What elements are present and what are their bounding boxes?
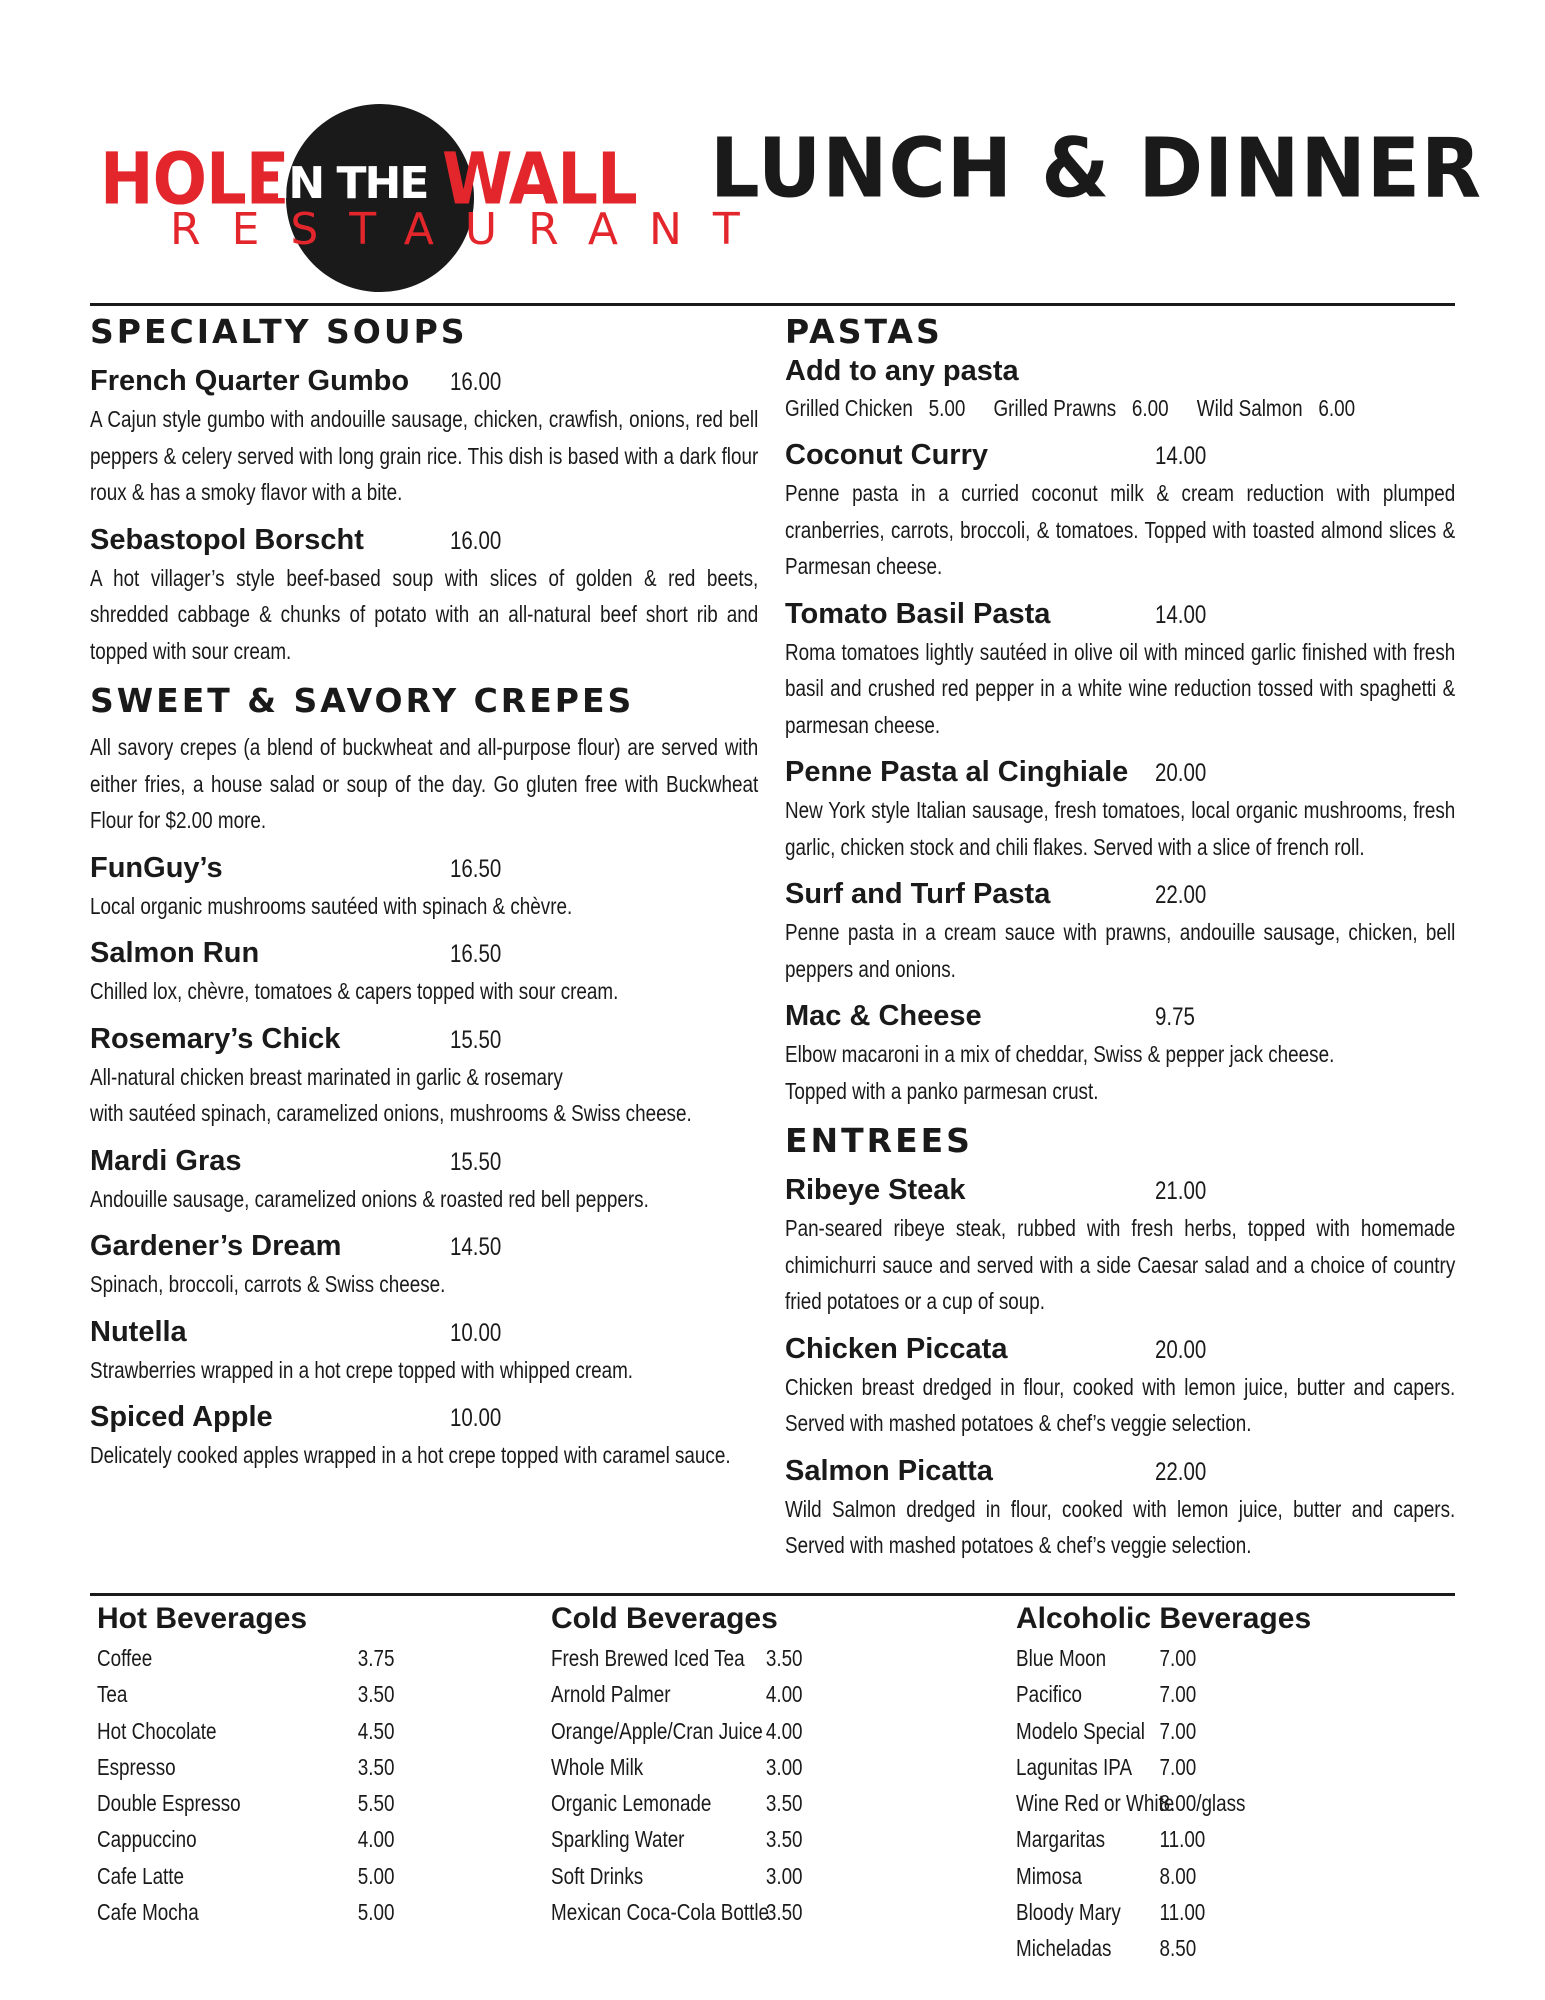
beverage-price: 4.50: [357, 1717, 395, 1744]
menu-item-header: [90, 1398, 758, 1437]
beverage-name: Hot Chocolate: [97, 1717, 217, 1744]
beverage-price: 5.00: [357, 1899, 395, 1926]
beverage-row: [97, 1894, 460, 1930]
beverage-row: [1016, 1858, 1311, 1894]
beverage-name: Margaritas: [1016, 1826, 1106, 1853]
cold-beverages: [551, 1600, 858, 1930]
menu-item: [90, 849, 758, 925]
beverage-row: [97, 1858, 460, 1894]
alcoholic-beverages: [1016, 1600, 1311, 1967]
beverage-name: Sparkling Water: [551, 1826, 685, 1853]
menu-item-description: A hot villager’s style beef-based soup with slices of golden & red beets, shredded cabbage & chunks of potato with an all-natural beef short rib and topped with sour cream.: [90, 564, 759, 664]
beverage-name: Mexican Coca-Cola Bottle: [551, 1899, 770, 1926]
alcoholic-beverages-title: Alcoholic Beverages: [1016, 1602, 1312, 1635]
menu-item-description: Pan-seared ribeye steak, rubbed with fresh herbs, topped with homemade chimichurri sauce and served with a side Caesar salad and a choice of country fried potatoes or a cup of soup.: [785, 1215, 1456, 1314]
menu-item: [90, 521, 758, 670]
beverage-row: [551, 1676, 858, 1712]
beverage-name: Orange/Apple/Cran Juice: [551, 1717, 763, 1744]
beverage-price: 3.50: [765, 1826, 803, 1853]
menu-item-price: 21.00: [1155, 1177, 1207, 1205]
section-title-entrees: ENTREES: [785, 1121, 973, 1160]
beverage-row: [551, 1858, 858, 1894]
beverage-row: [1016, 1676, 1311, 1712]
beverage-price: 8.00: [1159, 1862, 1197, 1889]
beverage-row: [1016, 1821, 1311, 1857]
beverage-price: 4.00: [765, 1681, 803, 1708]
menu-item: [785, 1452, 1455, 1564]
crepes-intro: All savory crepes (a blend of buckwheat and all-purpose flour) are served with either fries, a house salad or soup of the day. Go gluten free with Buckwheat Flour for $2.00 more.: [90, 734, 759, 833]
beverage-name: Double Espresso: [97, 1790, 241, 1817]
beverage-name: Organic Lemonade: [551, 1790, 712, 1817]
menu-item-name: FunGuy’s: [90, 851, 223, 884]
beverage-name: Wine Red or White: [1016, 1790, 1175, 1817]
menu-item-name: Tomato Basil Pasta: [785, 597, 1051, 630]
beverage-price: 3.50: [765, 1645, 803, 1671]
beverage-row: [551, 1821, 858, 1857]
menu-item-description: Delicately cooked apples wrapped in a hot crepe topped with caramel sauce.: [90, 1442, 731, 1468]
section-title-pastas: PASTAS: [785, 312, 943, 351]
menu-item-header: [785, 1171, 1455, 1210]
beverage-row: [551, 1785, 858, 1821]
beverage-row: [97, 1821, 460, 1857]
menu-item: [90, 1142, 758, 1218]
menu-item-price: 20.00: [1155, 1335, 1207, 1364]
menu-item-description: Roma tomatoes lightly sautéed in olive oil with minced garlic finished with fresh basil and crushed red pepper in a white wine reduction tossed with spaghetti & parmesan cheese.: [785, 638, 1456, 738]
menu-item: [90, 362, 758, 511]
menu-item: [90, 934, 758, 1010]
pastas-list: [785, 436, 1455, 1109]
beverage-name: Fresh Brewed Iced Tea: [551, 1645, 745, 1671]
menu-item: [90, 1020, 758, 1132]
beverage-row: [97, 1785, 460, 1821]
menu-item-price: 9.75: [1155, 1003, 1195, 1031]
beverage-price: 7.00: [1159, 1753, 1197, 1780]
menu-item-name: Gardener’s Dream: [90, 1230, 342, 1262]
beverage-row: [97, 1749, 460, 1785]
menu-item-name: Spiced Apple: [90, 1401, 273, 1433]
menu-item-name: Sebastopol Borscht: [90, 523, 364, 556]
menu-item-header: [90, 362, 758, 401]
beverage-name: Cappuccino: [97, 1826, 197, 1853]
beverage-price: 5.00: [357, 1862, 395, 1889]
menu-item-price: 14.00: [1155, 442, 1207, 470]
addon-prawns: Grilled Prawns 6.00: [993, 395, 1169, 421]
menu-item-description: New York style Italian sausage, fresh tomatoes, local organic mushrooms, fresh garlic, chicken stock and chili flakes. Served with a slice of french roll.: [785, 797, 1456, 860]
menu-item-price: 16.50: [450, 854, 502, 883]
menu-item-description-line2: with sautéed spinach, caramelized onions, mushrooms & Swiss cheese.: [90, 1100, 692, 1126]
beverage-price: 3.75: [357, 1645, 395, 1671]
menu-item: [785, 1171, 1455, 1320]
beverage-name: Espresso: [97, 1753, 176, 1780]
beverage-price: 3.50: [357, 1753, 395, 1780]
menu-item-name: Coconut Curry: [785, 439, 988, 471]
beverage-price: 3.50: [765, 1899, 803, 1926]
beverage-price: 11.00: [1159, 1826, 1206, 1853]
left-column: [90, 312, 758, 1474]
menu-item-price: 20.00: [1155, 759, 1207, 787]
beverage-price: 3.00: [765, 1862, 803, 1889]
page-title: LUNCH & DINNER: [710, 121, 1483, 217]
beverage-name: Bloody Mary: [1016, 1899, 1121, 1926]
logo-word-in-the: IN THE: [274, 158, 428, 209]
beverage-row: [1016, 1894, 1311, 1930]
menu-item-name: French Quarter Gumbo: [90, 365, 410, 397]
beverage-row: [551, 1894, 858, 1930]
menu-item: [785, 997, 1455, 1109]
menu-item-header: [785, 753, 1455, 792]
menu-item-name: Ribeye Steak: [785, 1174, 966, 1206]
beverage-row: [97, 1676, 460, 1712]
beverage-name: Lagunitas IPA: [1016, 1753, 1133, 1780]
menu-item-price: 22.00: [1155, 1457, 1207, 1486]
beverage-row: [1016, 1640, 1311, 1676]
menu-item-price: 15.50: [450, 1147, 502, 1176]
beverage-name: Pacifico: [1016, 1681, 1083, 1708]
menu-item: [90, 1313, 758, 1389]
menu-item-description: Elbow macaroni in a mix of cheddar, Swiss & pepper jack cheese.: [785, 1041, 1335, 1067]
beverage-price: 3.00: [765, 1753, 803, 1780]
cold-beverages-list: [551, 1640, 858, 1930]
menu-item-description: Local organic mushrooms sautéed with spinach & chèvre.: [90, 892, 573, 919]
beverage-row: [1016, 1930, 1311, 1966]
beverage-row: [551, 1640, 858, 1676]
beverage-price: 3.50: [357, 1681, 395, 1708]
hot-beverages-title: Hot Beverages: [97, 1602, 308, 1635]
beverage-row: [97, 1640, 460, 1676]
beverage-name: Cafe Latte: [97, 1862, 185, 1889]
restaurant-logo: [96, 104, 771, 294]
hot-beverages: [97, 1600, 460, 1930]
menu-item-name: Salmon Picatta: [785, 1454, 993, 1487]
menu-item-name: Salmon Run: [90, 937, 260, 969]
beverage-price: 8.50: [1159, 1935, 1197, 1962]
beverage-row: [97, 1713, 460, 1749]
menu-item-header: [785, 436, 1455, 475]
beverage-row: [1016, 1785, 1311, 1821]
menu-item-header: [785, 1452, 1455, 1491]
menu-item-header: [90, 1142, 758, 1181]
menu-item-description: Strawberries wrapped in a hot crepe topped with whipped cream.: [90, 1356, 634, 1383]
menu-item-description: Wild Salmon dredged in flour, cooked with lemon juice, butter and capers. Served with mashed potatoes & chef’s veggie selection.: [785, 1495, 1456, 1558]
menu-item-description: Penne pasta in a curried coconut milk & cream reduction with plumped cranberries, carrots, broccoli, & tomatoes. Topped with toasted almond slices & Parmesan cheese.: [785, 480, 1456, 579]
menu-item-name: Surf and Turf Pasta: [785, 878, 1051, 910]
menu-item: [785, 753, 1455, 865]
addon-title-label: Add to any pasta: [785, 355, 1019, 387]
menu-item-price: 16.00: [450, 526, 502, 555]
menu-item: [90, 1227, 758, 1303]
beverage-name: Modelo Special: [1016, 1717, 1145, 1744]
menu-item: [785, 1330, 1455, 1442]
menu-item-name: Rosemary’s Chick: [90, 1022, 341, 1055]
beverage-row: [551, 1713, 858, 1749]
beverage-price: 8.00/glass: [1159, 1790, 1246, 1817]
beverage-name: Micheladas: [1016, 1935, 1112, 1962]
pasta-addons: [785, 390, 1455, 426]
beverage-price: 4.00: [765, 1717, 803, 1744]
menu-item-name: Mac & Cheese: [785, 1000, 982, 1032]
beverages-divider: [90, 1593, 1455, 1596]
top-divider: [90, 303, 1455, 306]
menu-item-header: [90, 1227, 758, 1266]
menu-item-description: A Cajun style gumbo with andouille sausage, chicken, crawfish, onions, red bell peppers & celery served with long grain rice. This dish is based with a dark flour roux & has a smoky flavor with a bite.: [90, 406, 759, 505]
menu-item-price: 16.00: [450, 368, 502, 396]
crepes-list: [90, 849, 758, 1474]
menu-item-header: [90, 849, 758, 888]
beverage-name: Coffee: [97, 1645, 153, 1671]
alcoholic-beverages-list: [1016, 1640, 1311, 1967]
beverage-name: Tea: [97, 1681, 128, 1708]
beverage-price: 7.00: [1159, 1717, 1197, 1744]
menu-item-header: [785, 875, 1455, 914]
menu-item-price: 14.00: [1155, 600, 1207, 629]
beverage-price: 7.00: [1159, 1681, 1197, 1708]
menu-item: [785, 436, 1455, 585]
menu-item-price: 14.50: [450, 1233, 502, 1261]
logo-word-hole: HOLE: [100, 138, 289, 222]
menu-item-price: 10.00: [450, 1318, 502, 1347]
beverage-name: Whole Milk: [551, 1753, 644, 1780]
menu-item-name: Penne Pasta al Cinghiale: [785, 756, 1129, 788]
menu-item-name: Mardi Gras: [90, 1144, 242, 1177]
beverage-name: Soft Drinks: [551, 1862, 644, 1889]
right-column: [785, 312, 1455, 1564]
beverage-price: 11.00: [1159, 1899, 1206, 1926]
section-title-crepes: SWEET & SAVORY CREPES: [90, 681, 635, 720]
hot-beverages-list: [97, 1640, 460, 1930]
logo-word-wall: WALL: [442, 138, 637, 222]
addon-salmon: Wild Salmon 6.00: [1196, 395, 1356, 421]
menu-item-description: Spinach, broccoli, carrots & Swiss cheese.: [90, 1271, 446, 1297]
menu-item-price: 10.00: [450, 1404, 502, 1432]
beverage-name: Blue Moon: [1016, 1645, 1107, 1671]
cold-beverages-title: Cold Beverages: [551, 1602, 778, 1635]
section-title-soups: SPECIALTY SOUPS: [90, 312, 468, 351]
addon-title: [785, 352, 1455, 390]
menu-item-header: [785, 1330, 1455, 1369]
beverage-row: [1016, 1713, 1311, 1749]
beverage-name: Arnold Palmer: [551, 1681, 671, 1708]
menu-item-description: All-natural chicken breast marinated in garlic & rosemary: [90, 1063, 563, 1090]
addon-chicken: Grilled Chicken 5.00: [785, 395, 966, 421]
menu-item-price: 22.00: [1155, 881, 1207, 909]
beverage-name: Mimosa: [1016, 1862, 1083, 1889]
menu-item-description-line2: Topped with a panko parmesan crust.: [785, 1077, 1099, 1104]
menu-item-header: [90, 934, 758, 973]
menu-item-description: Penne pasta in a cream sauce with prawns, andouille sausage, chicken, bell peppers and onions.: [785, 919, 1456, 982]
menu-item: [785, 595, 1455, 744]
menu-item-header: [785, 997, 1455, 1036]
menu-item-description: Andouille sausage, caramelized onions & roasted red bell peppers.: [90, 1185, 649, 1212]
menu-item-price: 15.50: [450, 1025, 502, 1054]
beverage-row: [1016, 1749, 1311, 1785]
menu-item-description: Chicken breast dredged in flour, cooked with lemon juice, butter and capers. Served with mashed potatoes & chef’s veggie selection.: [785, 1373, 1456, 1436]
soups-list: [90, 362, 758, 669]
beverage-price: 7.00: [1159, 1645, 1197, 1671]
beverage-row: [551, 1749, 858, 1785]
menu-item-price: 16.50: [450, 940, 502, 968]
menu-item-header: [90, 521, 758, 560]
menu-item-name: Chicken Piccata: [785, 1332, 1008, 1365]
menu-item-header: [90, 1020, 758, 1059]
beverage-price: 5.50: [357, 1790, 395, 1817]
menu-item-description: Chilled lox, chèvre, tomatoes & capers topped with sour cream.: [90, 978, 619, 1004]
menu-item-header: [90, 1313, 758, 1352]
beverage-price: 4.00: [357, 1826, 395, 1853]
beverage-name: Cafe Mocha: [97, 1899, 199, 1926]
beverage-price: 3.50: [765, 1790, 803, 1817]
entrees-list: [785, 1171, 1455, 1564]
menu-item-header: [785, 595, 1455, 634]
menu-item: [785, 875, 1455, 987]
menu-item: [90, 1398, 758, 1474]
menu-item-name: Nutella: [90, 1315, 187, 1348]
logo-word-restaurant: RESTAURANT: [170, 204, 771, 255]
